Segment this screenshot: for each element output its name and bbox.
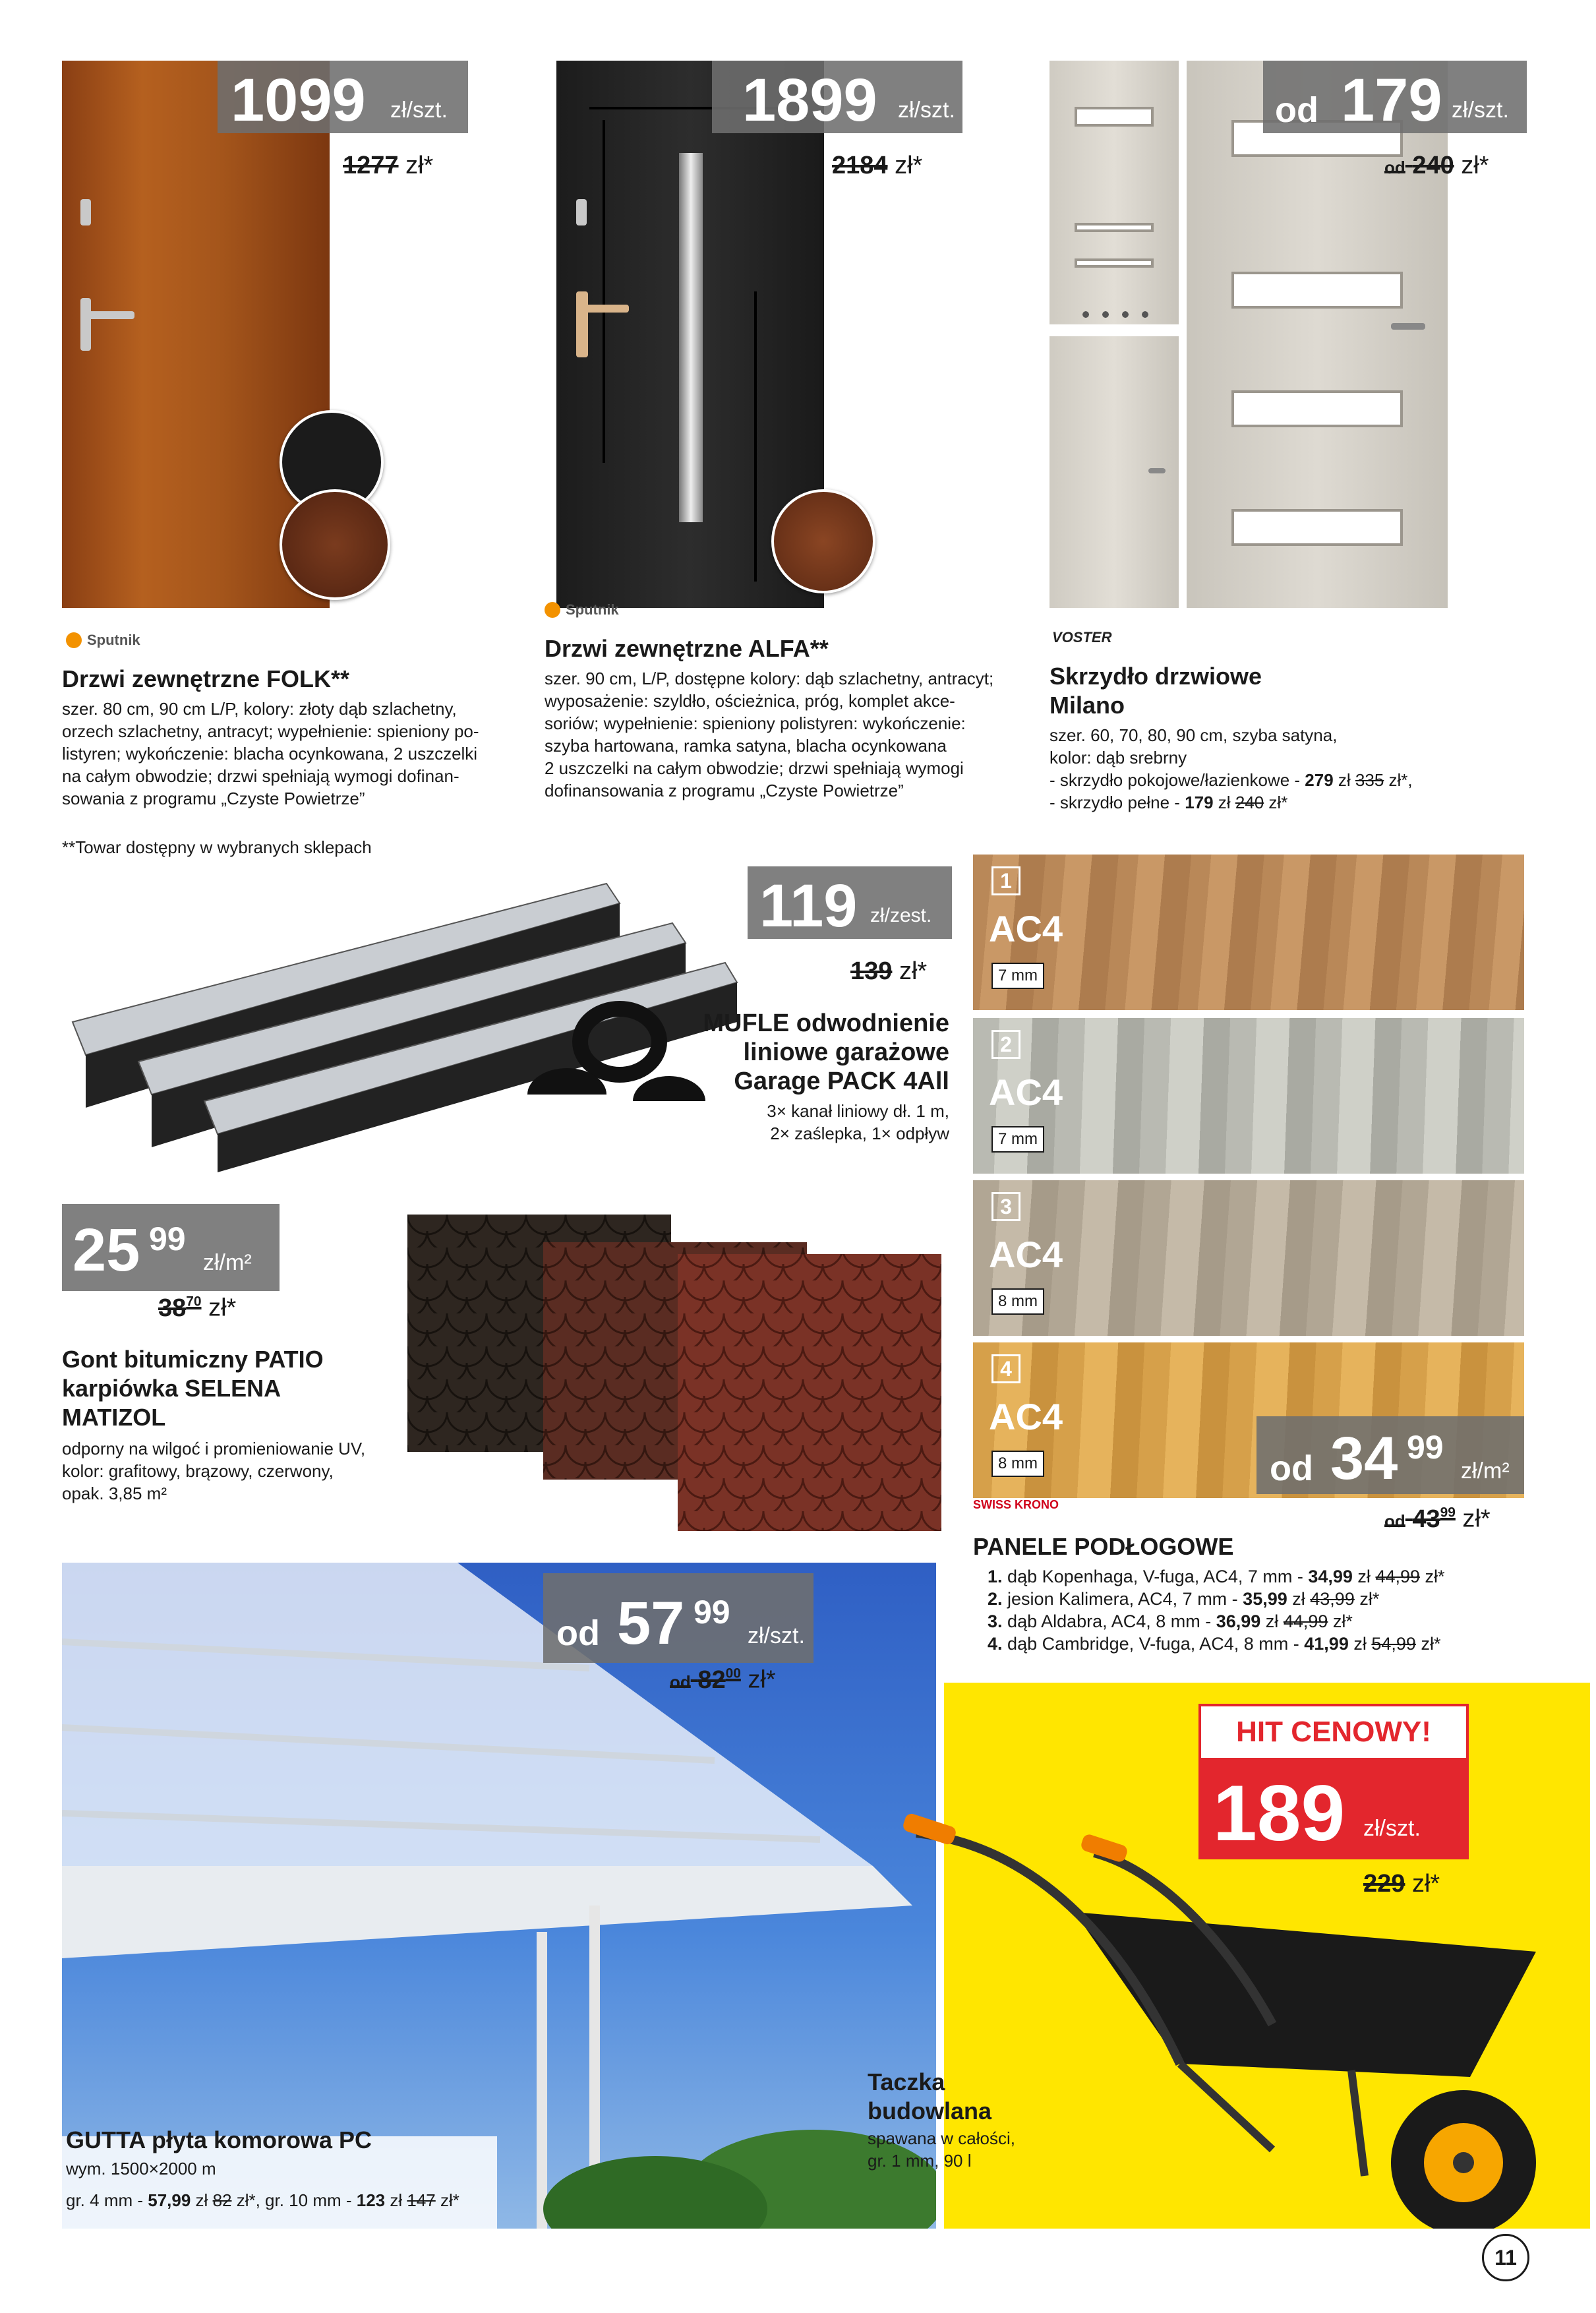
mufle-title: MUFLE odwodnienie liniowe garażowe Garage PACK 4All xyxy=(703,1009,949,1095)
panel-thickness: 7 mm xyxy=(991,963,1044,989)
gont-old-price: $38^{70}$ zł* xyxy=(158,1294,237,1322)
folk-price-unit: zł/szt. xyxy=(390,98,448,123)
milano-description: szer. 60, 70, 80, 90 cm, szyba satyna, kolor: dąb srebrny - skrzydło pokojowe/łazienkowe - 279 zł 335 zł*, - skrzydło pełne - 179 zł 240 zł* xyxy=(1049,725,1413,812)
sputnik-logo-icon xyxy=(545,602,560,618)
alfa-description: szer. 90 cm, L/P, dostępne kolory: dąb szlachetny, antracyt; wyposażenie: szyldło, ościeżnica, próg, komplet akce- soriów; wypełnienie: spieniony polistyren: wykończenie: szyba hartowana, ramka satyna, blacha ocynkowana 2 uszczelki na całym obwodzie; drzwi spełniają wymogi dofinansowania z programu „Czyste Powietrze” xyxy=(545,669,994,800)
color-swatch-walnut xyxy=(280,489,390,600)
alfa-title: Drzwi zewnętrzne ALFA** xyxy=(545,635,829,662)
folk-price-box xyxy=(218,61,468,133)
panele-title: PANELE PODŁOGOWE xyxy=(973,1533,1234,1560)
handle-grip xyxy=(903,1812,957,1846)
panel-sample-2 xyxy=(973,1018,1524,1174)
gont-description: odporny na wilgoć i promieniowanie UV, kolor: grafitowy, brązowy, czerwony, opak. 3,85 m² xyxy=(62,1439,366,1503)
page-number: 11 xyxy=(1482,2234,1529,2281)
taczka-price-unit: zł/szt. xyxy=(1363,1816,1421,1841)
list-item: 1. dąb Kopenhaga, V-fuga, AC4, 7 mm - 34,99 zł 44,99 zł* xyxy=(988,1567,1445,1586)
panel-thickness: 8 mm xyxy=(991,1451,1044,1477)
folk-price: 1099 xyxy=(231,67,366,134)
gutta-thickness-prices: gr. 4 mm - 57,99 zł 82 zł*, gr. 10 mm - 123 zł 147 zł* xyxy=(66,2190,459,2210)
mufle-description: 3× kanał liniowy dł. 1 m, 2× zaślepka, 1× odpływ xyxy=(767,1101,949,1143)
panel-class: AC4 xyxy=(989,908,1063,949)
panel-sample-1 xyxy=(973,855,1524,1010)
panele-od-label: od xyxy=(1270,1449,1313,1488)
gutta-price-unit: zł/szt. xyxy=(748,1623,805,1648)
mufle-price-unit: zł/zest. xyxy=(870,905,932,926)
vent-holes xyxy=(1076,311,1155,318)
milano-price-unit: zł/szt. xyxy=(1452,98,1509,123)
panele-price-int: 34 xyxy=(1330,1425,1398,1492)
panele-list xyxy=(988,1565,1445,1655)
panel-class: AC4 xyxy=(989,1071,1063,1113)
gutta-price-dec: 99 xyxy=(694,1594,730,1631)
list-item: 3. dąb Aldabra, AC4, 8 mm - 36,99 zł 44,99 zł* xyxy=(988,1611,1353,1631)
milano-door-variant-glass xyxy=(1049,61,1179,324)
folk-door-image xyxy=(62,61,330,608)
panel-number: 4 xyxy=(991,1354,1020,1383)
taczka-price: 189 xyxy=(1213,1769,1345,1857)
folk-availability-note: **Towar dostępny w wybranych sklepach xyxy=(62,837,372,857)
gont-price-int: 25 xyxy=(73,1217,140,1284)
folk-description: szer. 80 cm, 90 cm L/P, kolory: złoty dąb szlachetny, orzech szlachetny, antracyt; wypełnienie: spieniony po- listyren; wykończenie: blacha ocynkowana, 2 uszczelki na całym obwodzie; drzwi spełniają wymogi dofinan- sowania z programu „Czyste Powietrze” xyxy=(62,699,479,808)
decor-line xyxy=(754,291,757,582)
folk-old-price: 1277 zł* xyxy=(343,152,434,179)
voster-brand-logo: VOSTER xyxy=(1052,629,1112,646)
gutta-price-box xyxy=(543,1573,813,1663)
panel-thickness: 7 mm xyxy=(991,1126,1044,1153)
door-glass-strip xyxy=(679,153,703,522)
panel-thickness: 8 mm xyxy=(991,1288,1044,1315)
gutta-dimensions: wym. 1500×2000 m xyxy=(66,2159,216,2178)
gont-title: Gont bitumiczny PATIO karpiówka SELENA MATIZOL xyxy=(62,1346,324,1431)
milano-price-box xyxy=(1263,61,1527,133)
door-handle xyxy=(583,305,629,313)
shingle-red xyxy=(678,1254,941,1531)
list-item: 4. dąb Cambridge, V-fuga, AC4, 8 mm - 41,99 zł 54,99 zł* xyxy=(988,1634,1441,1654)
panel-number: 2 xyxy=(991,1030,1020,1059)
door-handle xyxy=(1391,323,1425,330)
decor-line xyxy=(603,120,605,463)
milano-door-variant-solid xyxy=(1049,336,1179,608)
taczka-title: Taczka budowlana xyxy=(868,2068,991,2124)
alfa-brand-logo: Sputnik xyxy=(545,601,619,618)
mufle-price-box xyxy=(748,866,952,939)
sputnik-logo-icon xyxy=(66,632,82,648)
gont-price-dec: 99 xyxy=(149,1220,186,1257)
hit-cenowy-badge: HIT CENOWY! xyxy=(1198,1704,1469,1760)
gont-shingles-image xyxy=(407,1215,955,1538)
alfa-price-unit: zł/szt. xyxy=(898,98,955,123)
alfa-old-price: 2184 zł* xyxy=(832,152,923,179)
mufle-old-price: 139 zł* xyxy=(850,957,928,985)
alfa-price: 1899 xyxy=(742,67,877,134)
folk-title: Drzwi zewnętrzne FOLK** xyxy=(62,665,350,692)
panele-old-price: od $43^{99}$ zł* xyxy=(1384,1505,1491,1533)
panele-price-box xyxy=(1256,1416,1524,1494)
gont-price-box xyxy=(62,1204,280,1291)
lock-icon xyxy=(80,199,91,225)
gutta-title: GUTTA płyta komorowa PC xyxy=(66,2126,372,2153)
panele-price-unit: zł/m² xyxy=(1461,1458,1510,1484)
mufle-drain-image xyxy=(66,857,738,1174)
list-item: 2. jesion Kalimera, AC4, 7 mm - 35,99 zł 43,99 zł* xyxy=(988,1589,1380,1609)
gont-price-unit: zł/m² xyxy=(203,1250,252,1275)
panele-price-dec: 99 xyxy=(1407,1429,1444,1466)
gutta-od-label: od xyxy=(556,1613,600,1653)
gutta-price-int: 57 xyxy=(617,1590,685,1657)
door-handle xyxy=(88,311,134,319)
milano-od-label: od xyxy=(1275,90,1318,130)
panel-number: 3 xyxy=(991,1192,1020,1221)
door-handle xyxy=(1148,468,1166,473)
panel-sample-3 xyxy=(973,1180,1524,1336)
milano-old-price: od 240 zł* xyxy=(1384,152,1489,179)
folk-brand-logo: Sputnik xyxy=(66,632,140,649)
milano-door-image xyxy=(1187,61,1448,608)
handle-plate xyxy=(80,298,91,351)
swiss-krono-logo: SWISS KRONO xyxy=(973,1498,1059,1511)
milano-price: 179 xyxy=(1341,67,1442,134)
mufle-price: 119 xyxy=(759,872,858,940)
panel-number: 1 xyxy=(991,866,1020,895)
handle-plate xyxy=(576,291,588,357)
lock-icon xyxy=(576,199,587,225)
gutta-old-price: od $82^{00}$ zł* xyxy=(670,1666,776,1694)
panel-class: AC4 xyxy=(989,1234,1063,1275)
taczka-description: spawana w całości, gr. 1 mm, 90 l xyxy=(868,2128,1015,2171)
color-swatch-oak xyxy=(771,489,875,593)
alfa-price-box xyxy=(712,61,962,133)
panel-class: AC4 xyxy=(989,1396,1063,1437)
milano-title: Skrzydło drzwiowe Milano xyxy=(1049,663,1262,719)
taczka-old-price: 229 zł* xyxy=(1363,1870,1440,1898)
alfa-door-image xyxy=(556,61,824,608)
